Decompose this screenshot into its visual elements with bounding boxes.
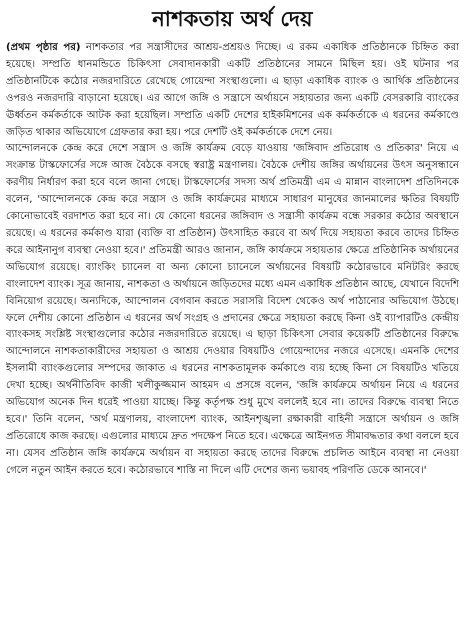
paragraph-1-text: নাশকতার পর সন্ত্রাসীদের আশ্রয়-প্রশ্রয়ও দিচ্ছে। এ রকম একাধিক প্রতিষ্ঠানকে চিহ্নিত করা হয়েছে। সম্প্রতি ধানমন্ডিতে চিকিৎসা সেবাদানকারী একটি প্রতিষ্ঠানের সামনে মিছিল হয়। ওই ঘটনার পর প্রতিষ্ঠানটিকে কঠোর নজরদারিতে রেখেছে গোয়েন্দা সংস্থাগুলো। এ ছাড়া একাধিক ব্যাংক ও আর্থিক প্রতিষ্ঠানের ওপরও নজরদারি বাড়ানো হয়েছে। এর আগে জঙ্গি ও সন্ত্রাসে অর্থায়নে সহায়তার জন্য একটি বেসরকারি ব্যাংকের ঊর্ধ্বতন কর্মকর্তাকে আটক করা হয়েছিল। সম্প্রতি একটি দেশের হাইকমিশনের এক কর্মকর্তাকে এ ধরনের কর্মকাণ্ডে জড়িত থাকার অভিযোগে গ্রেফতার করা হয়। পরে দেশটি ওই কর্মকর্তাকে দেশে নেয়। — [6, 42, 460, 138]
paragraph-2-text: আন্দোলনকে কেন্দ্র করে দেশে সন্ত্রাস ও জঙ্গি কার্যক্রম বেড়ে যাওয়ায় 'জঙ্গিবাদ প্রতিরোধ ও প্রতিকার' নিয়ে এ সংক্রান্ত টাস্কফোর্সের সঙ্গে আজ বৈঠকে বসছে স্বরাষ্ট্র মন্ত্রণালয়। বৈঠকে দেশীয় জঙ্গির অর্থায়নের উৎস অনুসন্ধানে করণীয় নির্ধারণ করা হবে বলে জানা গেছে। টাস্কফোর্সের সদস্য অর্থ প্রতিমন্ত্রী এম এ মান্নান বাংলাদেশ প্রতিদিনকে বলেন, 'আন্দোলনকে কেন্দ্র করে সন্ত্রাস ও জঙ্গি কার্যক্রমের মাধ্যমে সাধারণ মানুষের জানমালের ক্ষতির বিষয়টি কোনোভাবেই বরদাশত করা হবে না। যে কোনো ধরনের জঙ্গিবাদ ও সন্ত্রাসী কার্যক্রম বন্ধে সরকার কঠোর অবস্থানে রয়েছে। এ ধরনের কর্মকাণ্ড যারা (ব্যক্তি বা প্রতিষ্ঠান) উৎসাহিত করবে বা অর্থ দিয়ে সহায়তা করবে তাদের চিহ্নিত করে আইনানুগ ব্যবস্থা নেওয়া হবে।' প্রতিমন্ত্রী আরও জানান, জঙ্গি কার্যক্রমে সহায়তার ক্ষেত্রে প্রতিষ্ঠানিক অর্থায়নের অভিযোগ রয়েছে। ব্যাংকিং চ্যানেল বা অন্য কোনো চ্যানেলে অর্থায়নের বিষয়টি কঠোরভাবে মনিটরিং করছে বাংলাদেশ ব্যাংক। সূত্র জানায়, নাশকতা ও অর্থায়নে জড়িতদের মধ্যে এমন একাধিক প্রতিষ্ঠান আছে, যেখানে বিদেশি বিনিয়োগ রয়েছে। অন্যদিকে, আন্দোলন বেগবান করতে সরাসরি বিদেশ থেকেও অর্থ পাঠানোর অভিযোগ উঠছে। ফলে দেশীয় কোনো প্রতিষ্ঠান এ ধরনের অর্থ সংগ্রহ ও প্রদানের ক্ষেত্রে সহায়তা করছে কিনা ওই ব্যাপারটিও কেন্দ্রীয় ব্যাংকসহ সংশ্লিষ্ট সংস্থাগুলোর কঠোর নজরদারিতে রয়েছে। এ ছাড়া চিকিৎসা সেবার কয়েকটি প্রতিষ্ঠানের বিরুদ্ধে আন্দোলনে নাশকতাকারীদের সহায়তা ও আশ্রয় দেওয়ার বিষয়টিও গোয়েন্দাদের নজরে এসেছে। এমনকি দেশের ইসলামী ব্যাংকগুলোর সম্পদের জাকাত এ ধরনের নাশকতামূলক কর্মকাণ্ডে ব্যয় হচ্ছে কিনা সে বিষয়টিও খতিয়ে দেখা হচ্ছে। অর্থনীতিবিদ কাজী খলীকুজ্জমান আহমদ এ প্রসঙ্গে বলেন, 'জঙ্গি কার্যক্রমে অর্থায়ন নিয়ে এ ধরনের অভিযোগ অনেক দিন ধরেই পাওয়া যাচ্ছে। কিন্তু কর্তৃপক্ষ শুধু মুখে বললেই হবে না। তাদের বিরুদ্ধে ব্যবস্থা নিতে হবে।' তিনি বলেন, 'অর্থ মন্ত্রণালয়, বাংলাদেশ ব্যাংক, আইনশৃঙ্খলা রক্ষাকারী বাহিনী সন্ত্রাসে অর্থায়ন ও জঙ্গি প্রতিরোধে কাজ করছে। এগুলোর মাধ্যমে দ্রুত পদক্ষেপ নিতে হবে। এক্ষেত্রে আইনগত সীমাবদ্ধতার কথা বললে হবে না। যেসব প্রতিষ্ঠান জঙ্গি কার্যক্রমে অর্থায়ন বা সহায়তা করছে তাদের বিরুদ্ধে প্রচলিত আইনে ব্যবস্থা না নেওয়া গেলে নতুন আইন করতে হবে। কঠোরভাবে শাস্তি না দিলে এটি দেশের জন্য ভয়াবহ পরিণতি ডেকে আনবে।' — [6, 143, 459, 476]
continuation-marker: (প্রথম পৃষ্ঠার পর) — [6, 42, 81, 53]
article-paragraph-1 — [6, 40, 459, 141]
article-paragraph-2 — [6, 141, 459, 479]
article-headline: নাশকতায় অর্থ দেয় — [152, 7, 313, 31]
article-body — [6, 40, 459, 480]
